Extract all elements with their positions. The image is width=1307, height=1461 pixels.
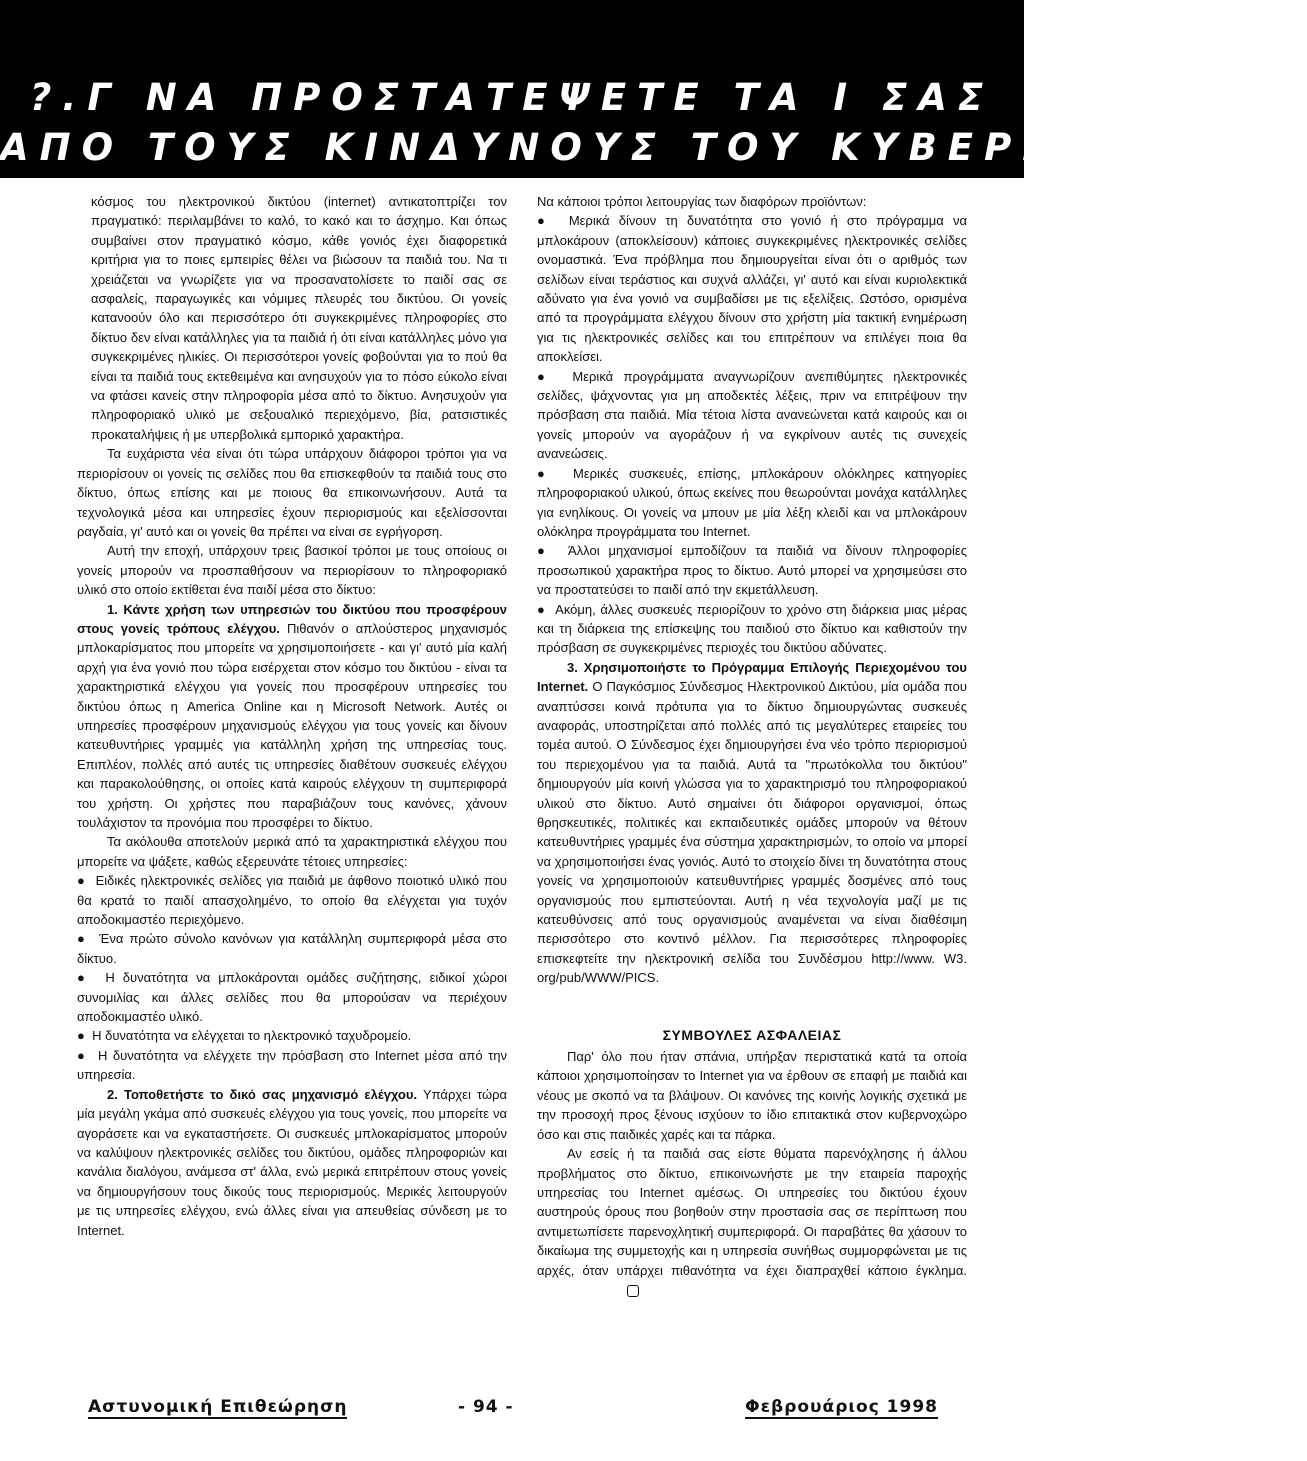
list-item: ● Ένα πρώτο σύνολο κανόνων για κατάλληλη συμπεριφορά μέσα στο δίκτυο. (77, 929, 507, 968)
list-item: ● Ειδικές ηλεκτρονικές σελίδες για παιδιά με άφθονο ποιοτικό υλικό που θα κρατά το παιδί απασχολημένο, το οποίο θα ελέγχεται για τυχόν αποδοκιμαστέο περιεχόμενο. (77, 871, 507, 929)
left-column (77, 192, 507, 1299)
list-item: ● Άλλοι μηχανισμοί εμποδίζουν τα παιδιά να δίνουν πληροφορίες προσωπικού χαρακτήρα προς το δίκτυο. Αυτό μπορεί να χρησιμεύσει στο να προστατεύσει το παιδί από την εκμετάλλευση. (537, 541, 967, 599)
paragraph: Να κάποιοι τρόποι λειτουργίας των διαφόρων προϊόντων: (537, 194, 867, 209)
article-body (77, 192, 967, 1299)
paragraph: Αυτή την εποχή, υπάρχουν τρεις βασικοί τρόποι με τους οποίους οι γονείς μπορούν να προσπαθήσουν να περιορίσουν το πληροφοριακό υλικό στο οποίο εκτίθεται ένα παιδί μέσα στο δίκτυο: (77, 543, 507, 598)
paragraph-text: Αν εσείς ή τα παιδιά σας είστε θύματα παρενόχλησης ή άλλου προβλήματος στο δίκτυο, επικοινωνήστε με την εταιρεία παροχής υπηρεσίας του Internet αμέσως. Οι υπηρεσίες του δικτύου έχουν αυστηρούς όρους που βοηθούν στην προστασία σας σε περίπτωση που αντιμετωπίσετε παρενοχλητική συμπεριφορά. Οι παραβάτες θα χάσουν το δικαίωμα της συμμετοχής και η υπηρεσία συνήθως συμμορφώνεται με τις αρχές, όταν υπάρχει πιθανότητα να έχει διαπραχθεί κάποιο έγκλημα. (537, 1146, 967, 1278)
page-number: - 94 - (458, 1397, 514, 1417)
end-square-icon (627, 1285, 639, 1297)
list-item: ● Μερικές συσκευές, επίσης, μπλοκάρουν ολόκληρες κατηγορίες πληροφοριακού υλικού, όπως εκείνες που θεωρούνται μονάχα κατάλληλες για ενηλίκους. Οι γονείς να μπουν με μία λέξη κλειδί και να μπλοκάρουν ολόκληρα προγράμματα του Internet. (537, 464, 967, 542)
section-1-title: 1. Κάντε χρήση των υπηρεσιών του δικτύου που προσφέρουν στους γονείς τρόπους ελέγχου. (77, 601, 507, 636)
list-item: ● Η δυνατότητα να ελέγχεται το ηλεκτρονικό ταχυδρομείο. (77, 1026, 507, 1045)
article-header-banner (0, 0, 1307, 178)
publication-name: Αστυνομική Επιθεώρηση (88, 1397, 348, 1417)
paragraph: Παρ' όλο που ήταν σπάνια, υπήρξαν περιστατικά κατά τα οποία κάποιοι χρησιμοποίησαν το Internet για να έρθουν σε επαφή με παιδιά και νέους με σκοπό να τα βλάψουν. Οι κανόνες της κοινής λογικής σχετικά με την προσοχή προς ξένους ισχύουν το ίδιο επιτακτικά στον κυβερνοχώρο όσο και στις παιδικές χαρές και τα πάρκα. (537, 1049, 967, 1142)
section-3-title: 3. Χρησιμοποιήστε το Πρόγραμμα Επιλογής Περιεχομένου του Internet. (537, 659, 967, 695)
section-3-text: Ο Παγκόσμιος Σύνδεσμος Ηλεκτρονικού Δικτύου, μία ομάδα που αναπτύσσει κοινά πρότυπα για το δίκτυο δημιουργώντας συσκευές αναφοράς, υποστηρίζεται από πολλές από τις μεγαλύτερες εταιρείες του τομέα αυτού. Ο Σύνδεσμος έχει δημιουργήσει ένα νέο τρόπο περιορισμού του περιεχομένου για τα παιδιά. Αυτά τα "πρωτόκολλα του δικτύου" δημιουργούν μία κοινή γλώσσα για το χαρακτηρισμό του πληροφοριακού υλικού στο δίκτυο. Αυτό σημαίνει ότι διάφοροι οργανισμοί, όπως θρησκευτικές, πολιτικές και εκπαιδευτικές ομάδες μπορούν να θέτουν κατευθυντήριες γραμμές ένα σύστημα χαρακτηρισμών, το οποίο να μπορεί να χρησιμοποιήσει ένας γονιός. Αυτό το στοιχείο δίνει τη δυνατότητα στους γονείς να χρησιμοποιούν κατευθυντήριες γραμμές δοσμένες από τους οργανισμούς που εμπιστεύονται. Αυτή η νέα τεχνολογία μαζί με τις κατευθύνσεις από τους οργανισμούς αναμένεται να είναι διαθέσιμη περισσότερο στο κοντινό μέλλον. Για περισσότερες πληροφορίες επισκεφτείτε την ηλεκτρονική σελίδα του Συνδέσμου http://www. W3. org/pub/WWW/PICS. (537, 679, 967, 986)
page-footer (88, 1397, 938, 1423)
list-item: ● Ακόμη, άλλες συσκευές περιορίζουν το χρόνο στη διάρκεια μιας μέρας και τη διάρκεια της επίσκεψης του παιδιού στο δίκτυο και καθιστούν την πρόσβαση σε συγκεκριμένες περιοχές του δικτύου αδύνατες. (537, 600, 967, 658)
section-2-text: Υπάρχει τώρα μία μεγάλη γκάμα από συσκευές ελέγχου για τους γονείς, που μπορείτε να αγοράσετε και να εγκαταστήσετε. Οι συσκευές μπλοκαρίσματος μπορούν να καλύψουν ηλεκτρονικές σελίδες του δικτύου, ομάδες πληροφοριών και κανάλια διαλόγου, ανάμεσα στ' άλλα, ενώ μερικά επιτρέπουν στους γονείς να δημιουργήσουν τους δικούς τους περιορισμούς. Μερικές λειτουργούν με τις υπηρεσίες ελέγχου, ενώ άλλες είναι για απευθείας σύνδεση με το Internet. (77, 1086, 508, 1238)
list-item: ● Η δυνατότητα να ελέγχετε την πρόσβαση στο Internet μέσα από την υπηρεσία. (77, 1046, 507, 1085)
article-title-line-1: ?.Γ ΝΑ ΠΡΟΣΤΑΤΕΨΕΤΕ ΤΑ Ι ΣΑΣ (29, 76, 995, 119)
section-2 (77, 1085, 507, 1240)
issue-date: Φεβρουάριος 1998 (745, 1397, 938, 1417)
right-column (537, 192, 967, 1299)
article-title-line-2: ΑΠΟ ΤΟΥΣ ΚΙΝΔΥΝΟΥΣ ΤΟΥ ΚΥΒΕΡΝΟΧΩΡΟΥ (0, 126, 1307, 169)
paragraph: Τα ακόλουθα αποτελούν μερικά από τα χαρακτηριστικά ελέγχου που μπορείτε να ψάξετε, καθώς εξερευνάτε τέτοιες υπηρεσίες: (77, 834, 507, 869)
paragraph (537, 1144, 967, 1299)
section-3 (537, 658, 967, 988)
list-item: ● Μερικά προγράμματα αναγνωρίζουν ανεπιθύμητες ηλεκτρονικές σελίδες, ψάχνοντας για μη αποδεκτές λέξεις, πριν να επιτρέψουν την πρόσβαση στα παιδιά. Μία τέτοια λίστα ανανεώνεται κατά καιρούς και οι γονείς μπορούν να αγοράζουν ή να εγκρίνουν αυτές τις συνεχείς ανανεώσεις. (537, 367, 967, 464)
paragraph: Τα ευχάριστα νέα είναι ότι τώρα υπάρχουν διάφοροι τρόποι για να περιορίσουν οι γονείς τις σελίδες που θα επισκεφθούν τα παιδιά τους στο δίκτυο, όπως επίσης και με ποιους θα επικοινωνήσουν. Αυτά τα τεχνολογικά μέσα και υπηρεσίες έχουν περιορισμούς και εξελίσσονται ραγδαία, γι' αυτό και οι γονείς θα πρέπει να είναι σε εγρήγορση. (77, 446, 507, 539)
list-item: ● Μερικά δίνουν τη δυνατότητα στο γονιό ή στο πρόγραμμα να μπλοκάρουν (αποκλείσουν) κάποιες συγκεκριμένες ηλεκτρονικές σελίδες ονομαστικά. Ένα πρόβλημα που δημιουργείται είναι ότι ο αριθμός των σελίδων είναι τεράστιος και συχνά αλλάζει, γι' αυτό και είναι κυριολεκτικά αδύνατο για ένα γονιό να συμβαδίσει με τις εξελίξεις. Ωστόσο, ορισμένα από τα προγράμματα ελέγχου δίνουν στο χρήστη μία τακτική ενημέρωση για τις ηλεκτρονικές σελίδες και του επιτρέπουν να επιλέγει ποια θα αποκλείσει. (537, 211, 967, 366)
section-2-title: 2. Τοποθετήστε το δικό σας μηχανισμό ελέγχου. (107, 1086, 418, 1102)
section-1 (77, 600, 507, 833)
section-1-text: Πιθανόν ο απλούστερος μηχανισμός μπλοκαρίσματος που μπορείτε να χρησιμοποιήσετε - και γι' αυτό μία καλή αρχή για ένα γονιό που τώρα εισέρχεται στον κόσμο του δικτύου - είναι τα χαρακτηριστικά ελέγχου για γονείς που προσφέρουν υπηρεσίες του δικτύου όπως η America Online και η Microsoft Network. Αυτές οι υπηρεσίες προσφέρουν μηχανισμούς ελέγχου για τους γονείς και δίνουν κατευθυντήριες γραμμές για κατάλληλη χρήση της υπηρεσίας τους. Επιπλέον, πολλές από αυτές τις υπηρεσίες διαθέτουν συσκευές ελέγχου και παρακολούθησης, οι οποίες κατά καιρούς ελέγχουν τη συμπεριφορά του χρήστη. Οι χρήστες που παραβιάζουν τους κανόνες, χάνουν τουλάχιστον τα προνόμια που προσφέρει το δίκτυο. (77, 620, 507, 830)
safety-tips-heading: ΣΥΜΒΟΥΛΕΣ ΑΣΦΑΛΕΙΑΣ (662, 1026, 842, 1043)
paragraph: κόσμος του ηλεκτρονικού δικτύου (internet) αντικατοπτρίζει τον πραγματικό: περιλαμβάνει το καλό, το κακό και το άσχημο. Και όπως συμβαίνει στον πραγματικό κόσμο, κάθε γονιός έχει διαφορετικά κριτήρια για το ποιες εμπειρίες θέλει να βιώσουν τα παιδιά του. Να τι χρειάζεται να γνωρίζετε για να προσανατολίσετε το παιδί σας σε ασφαλείς, παραγωγικές και νόμιμες πλευρές του δικτύου. Οι γονείς κατανοούν όλο και περισσότερο ότι συγκεκριμένες πληροφορίες στο δίκτυο δεν είναι κατάλληλες για τα παιδιά ή ότι είναι κατάλληλες μόνο για συγκεκριμένες ηλικίες. Οι περισσότεροι γονείς φοβούνται για το πού θα είναι τα παιδιά τους εκτεθειμένα και ανησυχούν για το πόσο εύκολο είναι να φτάσει κανείς στην πληροφορία μέσα από το δίκτυο. Ανησυχούν για πληροφοριακό υλικό με σεξουαλικό περιεχόμενο, βία, ρατσιστικές προκαταλήψεις ή με υπερβολικά εμπορικό χαρακτήρα. (91, 194, 507, 442)
list-item: ● Η δυνατότητα να μπλοκάρονται ομάδες συζήτησης, ειδικοί χώροι συνομιλίας και άλλες σελίδες που θα μπορούσαν να περιέχουν αποδοκιμαστέο υλικό. (77, 968, 507, 1026)
